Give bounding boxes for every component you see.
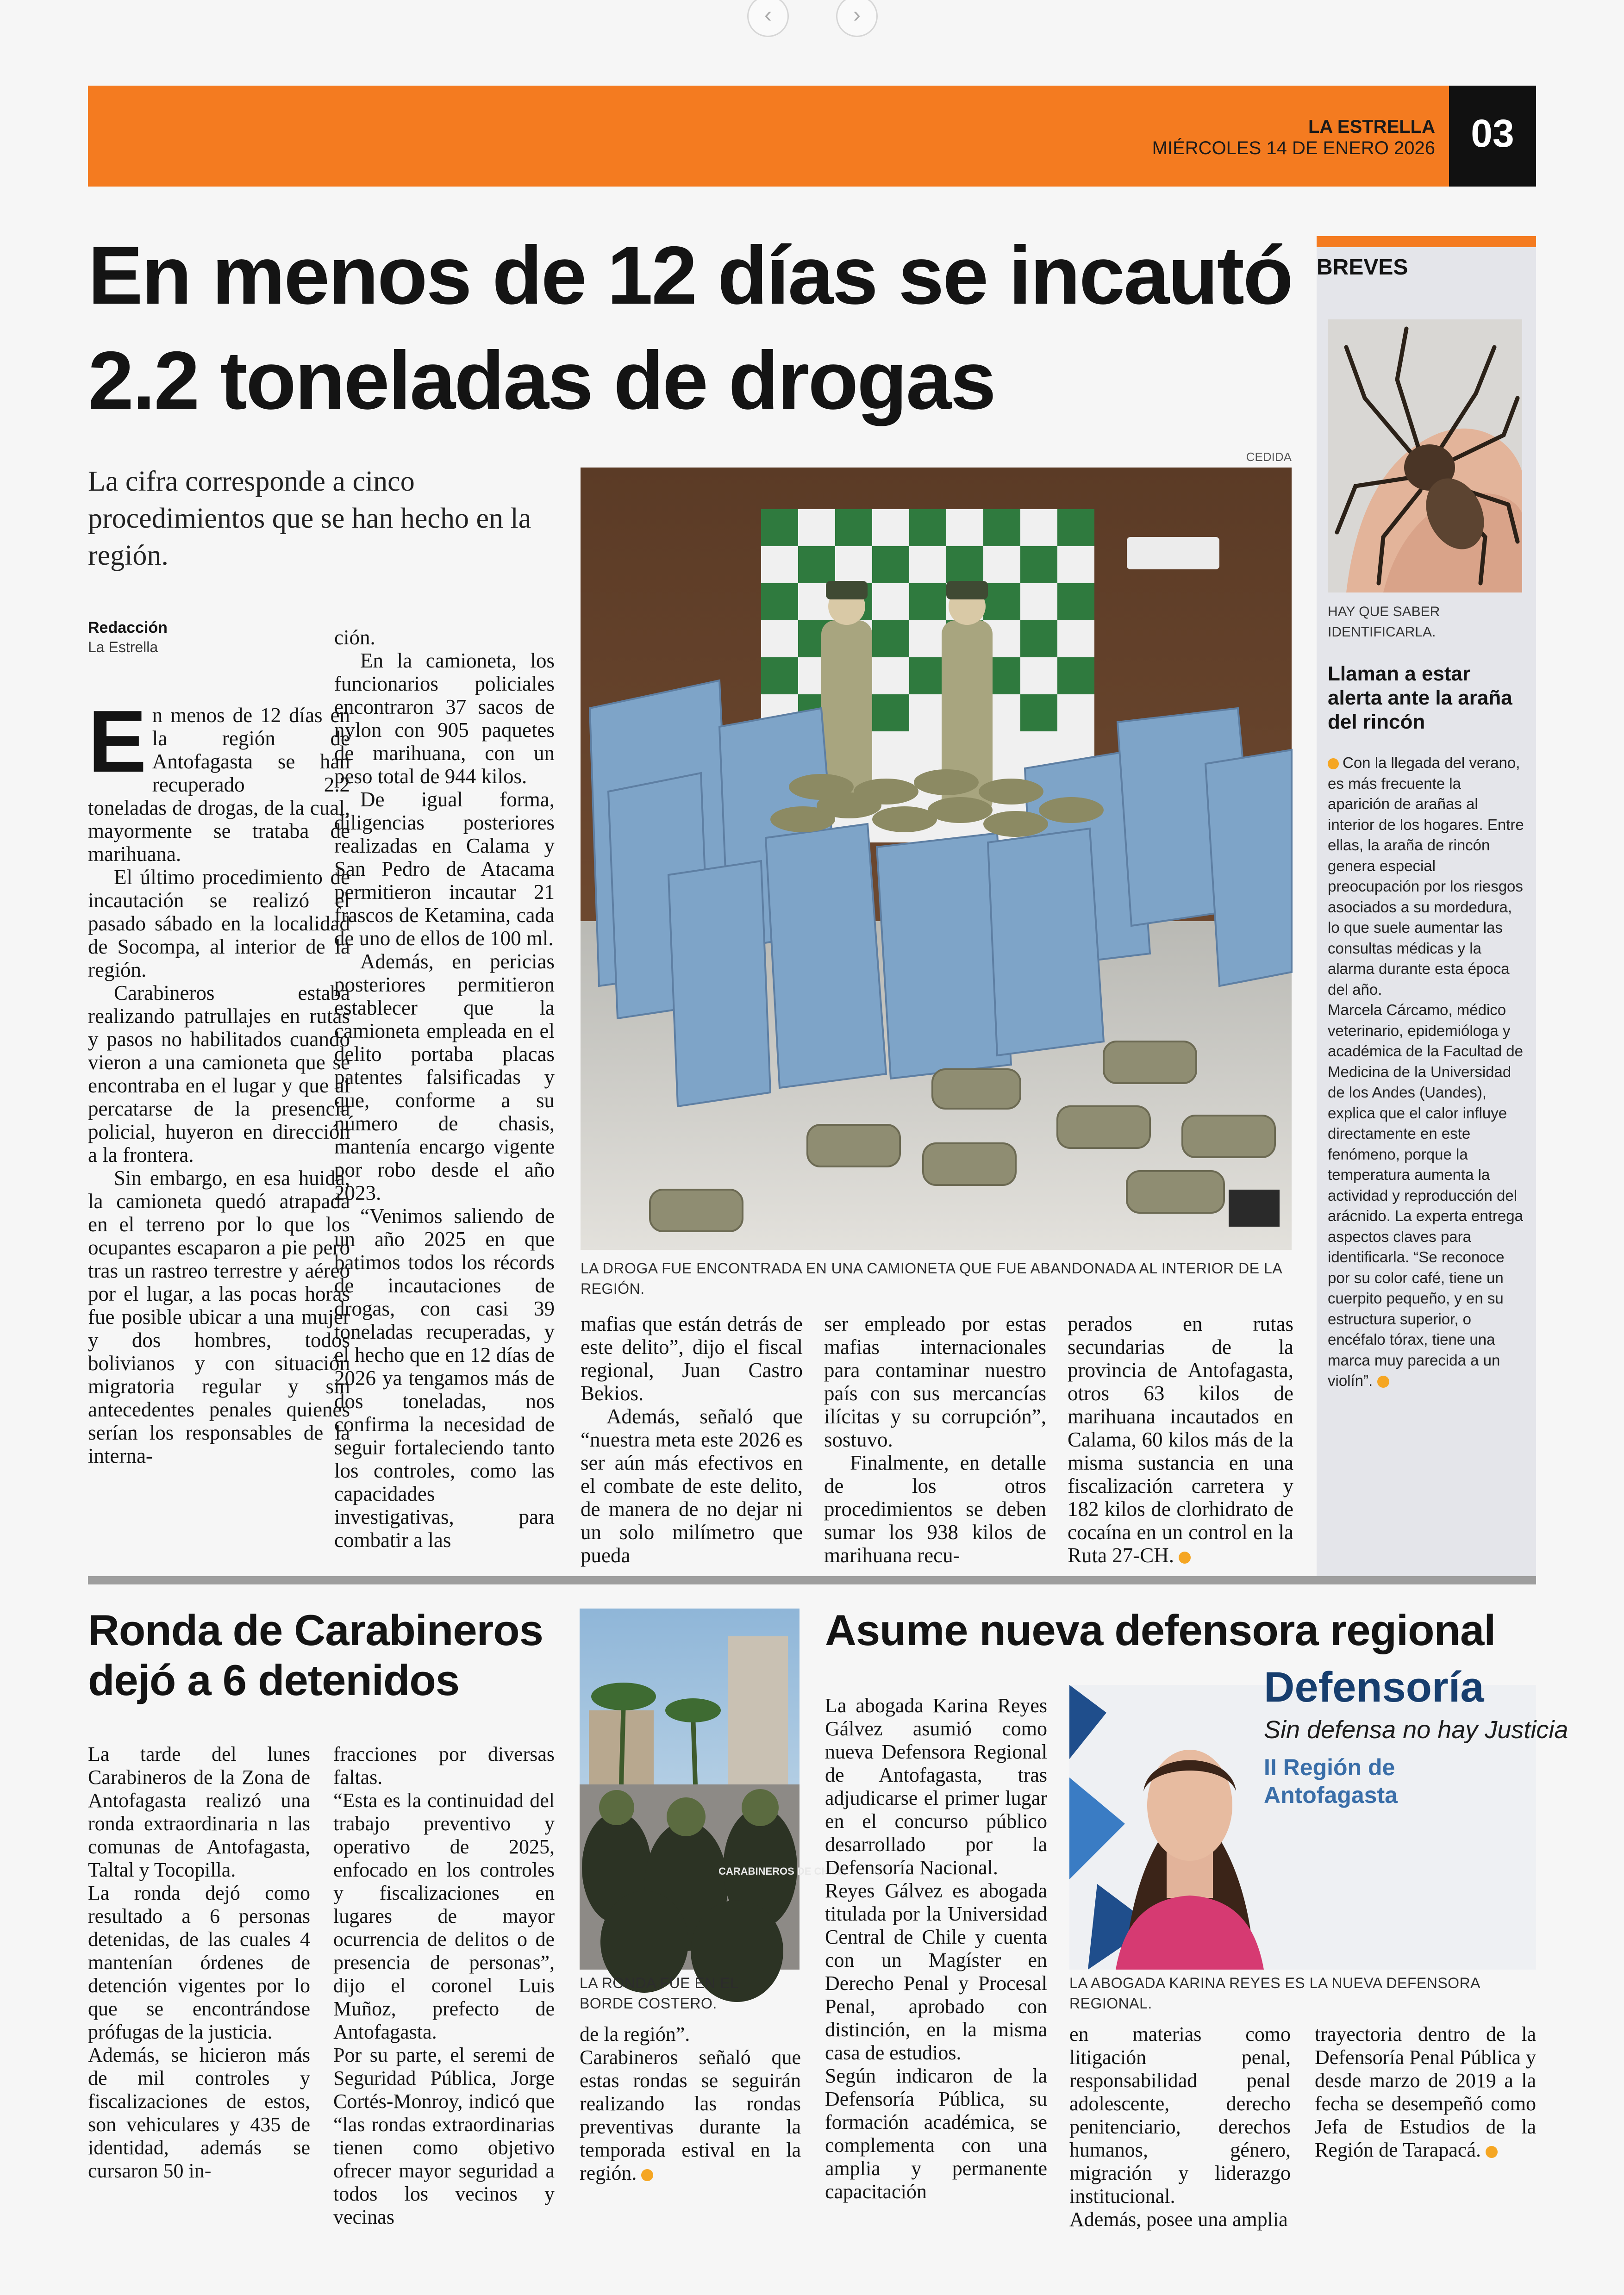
breves-text-1: Con la llegada del verano, es más frecuente la aparición de arañas al interior de los hogares. Entre ellas, la araña de rincón genera especial preocupación por los riesgos asociados a su mordedura, lo que suele aumentar las consultas médicas y la alarma durante esta época del año. [1328, 754, 1524, 998]
defensora-col-1 [825, 1694, 1047, 2203]
defensora-photo [1069, 1664, 1568, 1970]
paragraph: Además, en pericias posteriores permitieron establecer que la camioneta empleada en el delito portaba placas patentes falsificadas y que, conforme a su número de chasis, mantenía encargo vigente por robo desde el año 2023. [334, 950, 555, 1204]
paragraph-text: trayectoria dentro de la Defensoría Penal Pública y desde marzo de 2019 a la fecha se desempeñó como Jefa de Estudios de la Región de Tarapacá. [1315, 2023, 1536, 2161]
paragraph-text: perados en rutas secundarias de la provincia de Antofagasta, otros 63 kilos de marihuana incautados en Calama, 60 kilos más de la misma sustancia en una fiscalización carretera y 182 kilos de clorhidrato de cocaína en un control en la Ruta 27-CH. [1068, 1312, 1293, 1567]
end-mark-icon [641, 2169, 653, 2181]
subtitle: La cifra corresponde a cinco procedimientos que se han hecho en la región. [88, 466, 531, 571]
paragraph: Reyes Gálvez es abogada titulada por la Universidad Central de Chile y cuenta con un Magíster en Derecho Penal y Procesal Penal, aprobado con distinción, en la misma casa de estudios. [825, 1879, 1047, 2064]
end-mark-icon [1377, 1376, 1389, 1388]
paragraph: La ronda dejó como resultado a 6 personas detenidas, de las cuales 4 mantenían órdenes de detención vigentes por lo que se encontrándose prófugas de la justicia. [88, 1882, 310, 2043]
ronda-col-2 [333, 1743, 555, 2229]
end-mark-icon [1179, 1552, 1191, 1564]
defensoria-region-2: Antofagasta [1264, 1782, 1398, 1808]
issue-date: MIÉRCOLES 14 DE ENERO 2026 [1152, 138, 1435, 158]
paragraph: En la camioneta, los funcionarios policiales encontraron 37 sacos de nylon con 905 paquetes de marihuana, con un peso total de 944 kilos. [334, 649, 555, 788]
main-article-col-3 [581, 1312, 803, 1567]
defensoria-banner-text: Defensoría [1264, 1664, 1484, 1711]
end-mark-icon [1486, 2146, 1498, 2158]
breves-body [1328, 753, 1524, 1391]
paragraph: en materias como litigación penal, responsabilidad penal adolescente, derecho penitenciario, derechos humanos, género, migración y liderazgo institucional. [1069, 2023, 1291, 2208]
drug-seizure-image [581, 468, 1292, 1250]
defensora-image [1069, 1664, 1568, 1970]
paragraph: Por su parte, el seremi de Seguridad Pública, Jorge Cortés-Monroy, indicó que “las rondas extraordinarias tienen como objetivo ofrecer mayor seguridad a todos los vecinos y vecinas [333, 2044, 555, 2228]
byline-source: La Estrella [88, 639, 158, 655]
vest-text: CARABINEROS DE CHILE [718, 1865, 845, 1877]
paragraph: La tarde del lunes Carabineros de la Zona de Antofagasta realizó una ronda extraordinaria n las comunas de Antofagasta, Taltal y Tocopilla. [88, 1743, 310, 1881]
paragraph: El último procedimiento de incautación se realizó el pasado sábado en la localidad de Socompa, al interior de la región. [88, 866, 350, 981]
drug-seizure-photo [581, 468, 1292, 1250]
paragraph: “Venimos saliendo de un año 2025 en que batimos todos los récords de incautaciones de drogas, con casi 39 toneladas recuperadas, y el hecho que en 12 días de 2026 ya tengamos más de dos toneladas, nos confirma la necesidad de seguir fortaleciendo tanto los controles, como las capacidades investigativas, para combatir a las [334, 1204, 555, 1552]
page-number: 03 [1471, 112, 1514, 155]
section-divider [88, 1576, 1536, 1584]
breves-photo-caption: HAY QUE SABER IDENTIFICARLA. [1328, 604, 1440, 640]
main-article-col-5 [1068, 1312, 1293, 1567]
main-article-col-1 [88, 692, 350, 1467]
breves-accent-bar [1317, 236, 1536, 247]
headline-line-2: 2.2 toneladas de drogas [88, 334, 995, 426]
ronda-photo-caption: LA RONDA FUE EN EL BORDE COSTERO. [580, 1975, 738, 2012]
breves-paragraph-1 [1328, 753, 1524, 1000]
paragraph [580, 2046, 801, 2185]
paragraph: Carabineros estaba realizando patrullajes en rutas y pasos no habilitados cuando vieron a una camioneta que se encontraba en el lugar y que al percatarse de la presencia policial, huyeron en dirección a la frontera. [88, 981, 350, 1166]
prev-page-button[interactable]: ‹ [747, 0, 789, 37]
spider-photo [1328, 319, 1522, 592]
paragraph: Además, posee una amplia [1069, 2208, 1288, 2231]
next-page-button[interactable]: › [836, 0, 878, 37]
paragraph-text: Carabineros señaló que estas rondas se seguirán realizando las rondas preventivas durante la temporada estival en la región. [580, 2046, 801, 2184]
paragraph: ser empleado por estas mafias internacionales para contaminar nuestro país con sus mercancías ilícitas y su corrupción”, sostuvo. [824, 1312, 1046, 1451]
paragraph: Según indicaron de la Defensoría Pública, su formación académica, se complementa con una amplia y permanente capacitación [825, 2064, 1047, 2203]
paragraph [88, 692, 350, 866]
main-article-col-2 [334, 626, 555, 1552]
defensora-col-2 [1069, 2023, 1291, 2231]
defensoria-region-1: II Región de [1264, 1754, 1395, 1780]
paragraph: mafias que están detrás de este delito”, dijo el fiscal regional, Juan Castro Bekios. [581, 1312, 803, 1405]
byline: Redacción [88, 619, 168, 636]
paragraph: de la región”. [580, 2023, 690, 2046]
breves-text-2: Marcela Cárcamo, médico veterinario, epidemióloga y académica de la Facultad de Medicina de la Universidad de los Andes (Uandes), explica que el calor influye directamente en este fenómeno, porque la temperatura aumenta la actividad y reproducción del arácnido. La experta entrega aspectos claves para identificarla. “Se reconoce por su color café, tiene un cuerpito pequeño, y en su estructura superior, o encéfalo tórax, tiene una marca muy parecida a un violín”. [1328, 1001, 1523, 1389]
bullet-icon [1328, 758, 1339, 769]
paragraph [1068, 1312, 1293, 1567]
photo-credit: CEDIDA [1246, 450, 1292, 464]
main-photo-caption: LA DROGA FUE ENCONTRADA EN UNA CAMIONETA QUE FUE ABANDONADA AL INTERIOR DE LA REGIÓN. [581, 1260, 1282, 1297]
paragraph: Además, se hicieron más de mil controles y fiscalizaciones de estos, son vehiculares y 435 de identidad, además se cursaron 50 in- [88, 2044, 310, 2182]
paragraph: La abogada Karina Reyes Gálvez asumió como nueva Defensora Regional de Antofagasta, tras adjudicarse el primer lugar en el concurso público desarrollado por la Defensoría Nacional. [825, 1694, 1047, 1879]
breves-paragraph-2 [1328, 1000, 1524, 1391]
ronda-headline-line-2: dejó a 6 detenidos [88, 1656, 460, 1704]
headline-line-1: En menos de 12 días se incautó [88, 229, 1292, 321]
defensora-headline: Asume nueva defensora regional [825, 1606, 1496, 1654]
paragraph: “Esta es la continuidad del trabajo preventivo y operativo de 2025, enfocado en los controles y fiscalizaciones en lugares de mayor ocurrencia de delitos o de presencia de personas”, dijo el coronel Luis Muñoz, prefecto de Antofagasta. [333, 1789, 555, 2043]
main-article-col-4 [824, 1312, 1046, 1567]
defensora-col-3 [1315, 2023, 1536, 2162]
ronda-col-1 [88, 1743, 310, 2183]
paragraph: Finalmente, en detalle de los otros procedimientos se deben sumar los 938 kilos de marihuana recu- [824, 1451, 1046, 1567]
spider-image [1328, 319, 1522, 592]
ronda-photo [580, 1609, 845, 1970]
breves-title: Llaman a estar alerta ante la araña del rincón [1328, 662, 1512, 733]
paragraph: De igual forma, diligencias posteriores realizadas en Calama y San Pedro de Atacama permitieron incautar 21 frascos de Ketamina, cada de uno de ellos de 100 ml. [334, 788, 555, 950]
paragraph [1315, 2023, 1536, 2162]
drop-cap: E [88, 692, 147, 791]
defensoria-slogan: Sin defensa no hay Justicia [1264, 1716, 1568, 1744]
paragraph: Sin embargo, en esa huida, la camioneta quedó atrapada en el terreno por lo que los ocupantes escaparon a pie pero tras un rastreo terrestre y aéreo por el lugar, a las pocas horas fue posible ubicar a una mujer y dos hombres, todos bolivianos y con situación migratoria regular y sin antecedentes penales quienes serían los responsables de la interna- [88, 1166, 350, 1467]
ronda-image [580, 1609, 845, 1970]
paragraph: fracciones por diversas faltas. [333, 1743, 555, 1789]
paragraph: Además, señaló que “nuestra meta este 2026 es ser aún más efectivos en el combate de este delito, de manera de no dejar ni un solo milímetro que pueda [581, 1405, 803, 1567]
paragraph: ción. [334, 626, 375, 649]
paper-name: LA ESTRELLA [1308, 117, 1435, 137]
ronda-headline-line-1: Ronda de Carabineros [88, 1606, 543, 1654]
defensora-photo-caption: LA ABOGADA KARINA REYES ES LA NUEVA DEFENSORA REGIONAL. [1069, 1975, 1480, 2012]
breves-label: BREVES [1317, 255, 1408, 280]
paragraph-text: n menos de 12 días en la región de Antofagasta se han recuperado 2.2 toneladas de drogas, de la cual, mayormente se trataba de marihuana. [88, 704, 350, 866]
ronda-col-3 [580, 2023, 801, 2185]
